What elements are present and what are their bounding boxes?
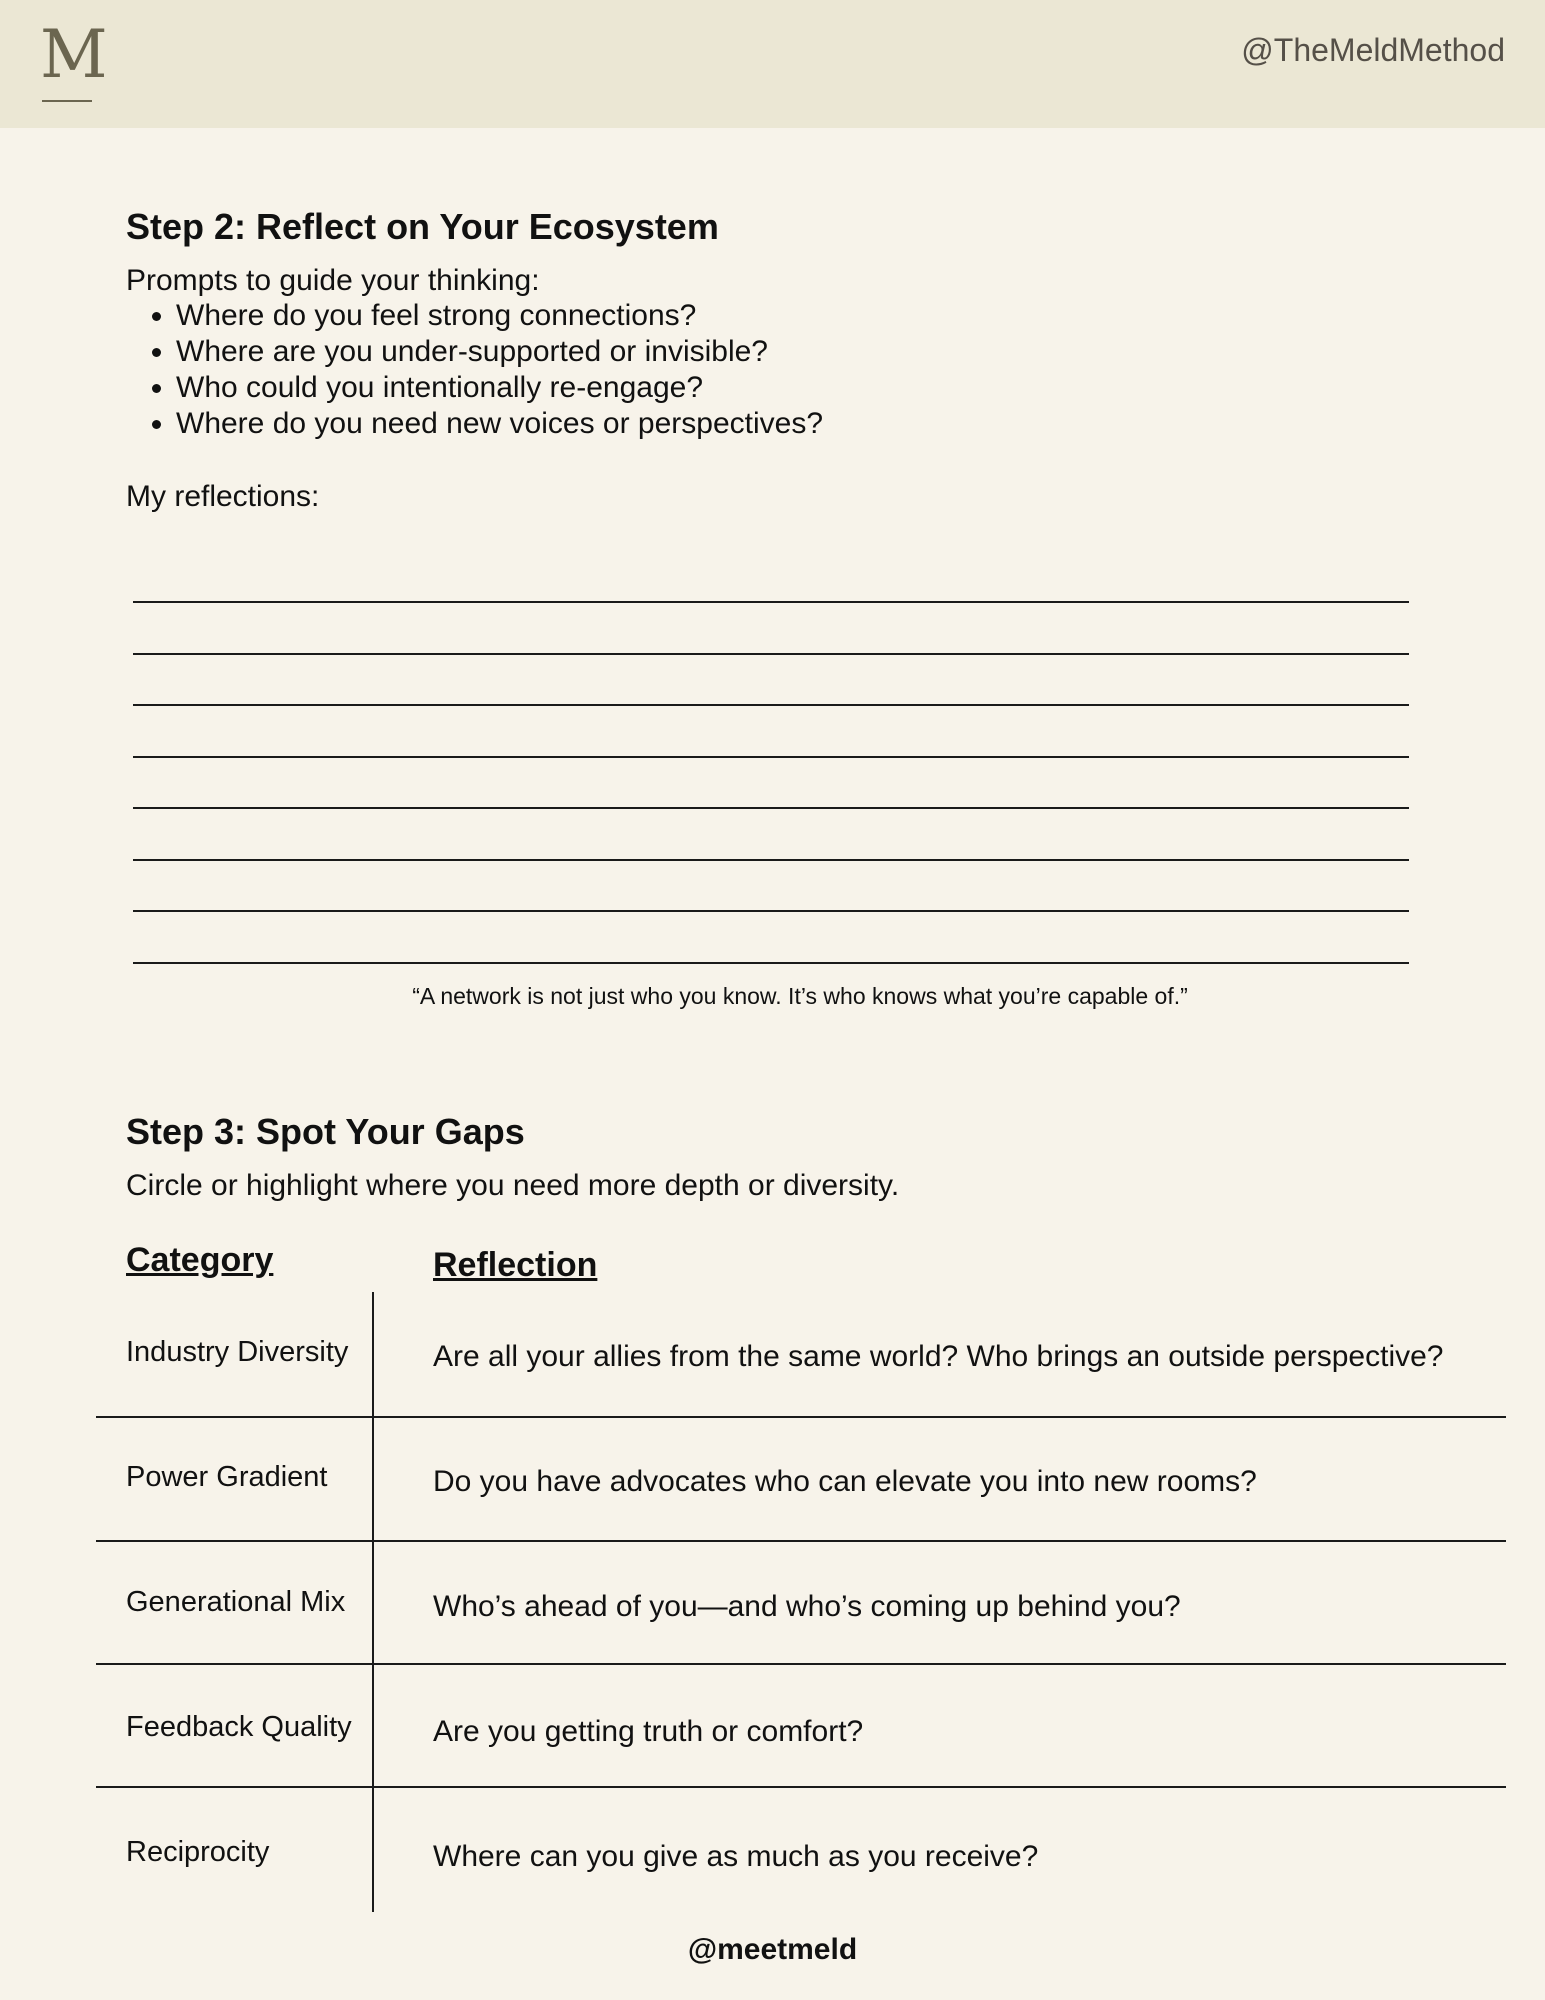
- prompt-item: • Who could you intentionally re-engage?: [176, 370, 823, 406]
- step3-title: Step 3: Spot Your Gaps: [126, 1111, 525, 1152]
- category-generational-mix: Generational Mix: [126, 1586, 346, 1618]
- reflection-reciprocity: Where can you give as much as you receive?: [433, 1840, 1039, 1873]
- reflection-feedback-quality: Are you getting truth or comfort?: [433, 1715, 864, 1748]
- reflection-generational-mix: Who’s ahead of you—and who’s coming up behind you?: [433, 1590, 1181, 1623]
- writing-line[interactable]: [133, 807, 1409, 809]
- reflection-writing-lines[interactable]: [133, 601, 1409, 1013]
- page-header: [0, 0, 1545, 128]
- category-power-gradient: Power Gradient: [126, 1461, 328, 1493]
- prompt-item: • Where do you need new voices or perspectives?: [176, 406, 823, 442]
- table-row-divider: [96, 1540, 1506, 1542]
- category-industry-diversity: Industry Diversity: [126, 1336, 349, 1368]
- category-reciprocity: Reciprocity: [126, 1836, 270, 1868]
- step2-intro: Prompts to guide your thinking:: [126, 264, 540, 297]
- writing-line[interactable]: [133, 859, 1409, 861]
- writing-line[interactable]: [133, 653, 1409, 655]
- reflections-label: My reflections:: [126, 480, 320, 513]
- reflection-industry-diversity: Are all your allies from the same world? Who brings an outside perspective?: [433, 1340, 1444, 1373]
- writing-line[interactable]: [133, 910, 1409, 912]
- reflection-power-gradient: Do you have advocates who can elevate you into new rooms?: [433, 1465, 1257, 1498]
- step3-intro: Circle or highlight where you need more depth or diversity.: [126, 1169, 900, 1202]
- network-quote: “A network is not just who you know. It’s who knows what you’re capable of.”: [412, 983, 1188, 1009]
- table-row-divider: [96, 1786, 1506, 1788]
- footer-handle: @meetmeld: [687, 1933, 858, 1966]
- table-row-divider: [96, 1416, 1506, 1418]
- logo-letter: M: [40, 16, 108, 93]
- logo-underline: [42, 100, 92, 102]
- writing-line[interactable]: [133, 704, 1409, 706]
- writing-line[interactable]: [133, 962, 1409, 964]
- category-column-header: Category: [126, 1241, 274, 1279]
- prompt-item: • Where are you under-supported or invisible?: [176, 334, 823, 370]
- prompt-item: • Where do you feel strong connections?: [176, 298, 823, 334]
- table-column-divider: [372, 1292, 374, 1912]
- meld-logo: [40, 16, 108, 104]
- writing-line[interactable]: [133, 601, 1409, 603]
- header-handle: @TheMeldMethod: [1241, 32, 1505, 68]
- writing-line[interactable]: [133, 756, 1409, 758]
- table-row-divider: [96, 1663, 1506, 1665]
- step2-title: Step 2: Reflect on Your Ecosystem: [126, 206, 719, 247]
- reflection-column-header: Reflection: [433, 1246, 598, 1284]
- category-feedback-quality: Feedback Quality: [126, 1711, 352, 1743]
- prompt-list: [126, 298, 823, 442]
